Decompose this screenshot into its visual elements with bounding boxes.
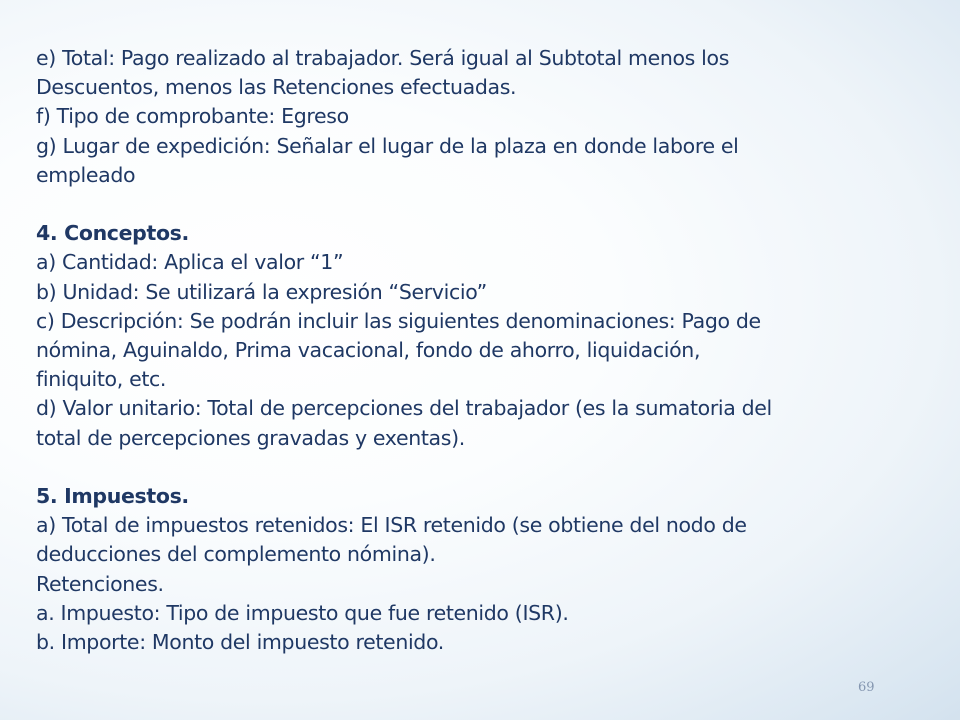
valor-unitario-line-1: d) Valor unitario: Total de percepciones del trabajador (es la sumatoria del	[36, 396, 772, 421]
page-number: 69	[858, 680, 875, 695]
lugar-expedicion-line-2: empleado	[36, 162, 136, 187]
total-impuestos-line-2: deducciones del complemento nómina).	[36, 542, 436, 567]
unidad-line: b) Unidad: Se utilizará la expresión “Servicio”	[36, 279, 487, 304]
impuesto-line: a. Impuesto: Tipo de impuesto que fue retenido (ISR).	[36, 600, 569, 625]
importe-line: b. Importe: Monto del impuesto retenido.	[36, 630, 444, 655]
total-impuestos-line-1: a) Total de impuestos retenidos: El ISR retenido (se obtiene del nodo de	[36, 513, 747, 538]
blank-line	[36, 190, 936, 219]
blank-line	[36, 453, 936, 482]
slide-body-text	[36, 44, 936, 657]
conceptos-heading: 4. Conceptos.	[36, 221, 189, 246]
descripcion-line-2: nómina, Aguinaldo, Prima vacacional, fondo de ahorro, liquidación,	[36, 338, 701, 363]
lugar-expedicion-line-1: g) Lugar de expedición: Señalar el lugar de la plaza en donde labore el	[36, 133, 739, 158]
total-line-2: Descuentos, menos las Retenciones efectuadas.	[36, 75, 517, 100]
valor-unitario-line-2: total de percepciones gravadas y exentas).	[36, 425, 465, 450]
tipo-comprobante-line: f) Tipo de comprobante: Egreso	[36, 104, 349, 129]
cantidad-line: a) Cantidad: Aplica el valor “1”	[36, 250, 344, 275]
descripcion-line-1: c) Descripción: Se podrán incluir las siguientes denominaciones: Pago de	[36, 308, 761, 333]
impuestos-heading: 5. Impuestos.	[36, 484, 189, 509]
descripcion-line-3: finiquito, etc.	[36, 367, 167, 392]
total-line-1: e) Total: Pago realizado al trabajador. Será igual al Subtotal menos los	[36, 46, 730, 70]
retenciones-line: Retenciones.	[36, 571, 164, 596]
